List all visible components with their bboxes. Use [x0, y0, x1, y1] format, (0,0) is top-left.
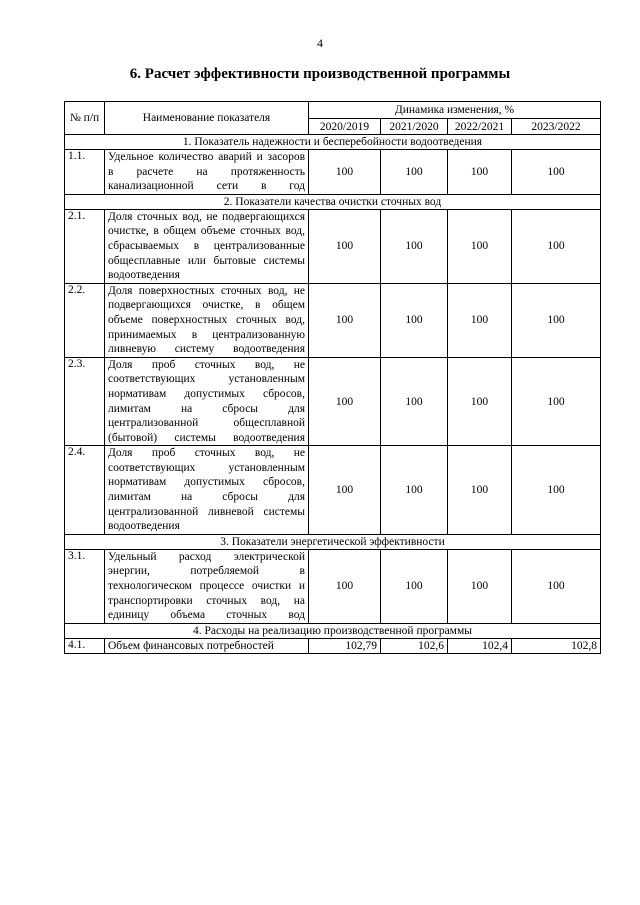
indicator-value: 100 — [512, 150, 601, 195]
indicator-value: 100 — [381, 283, 448, 357]
header-year: 2021/2020 — [381, 119, 448, 135]
efficiency-table — [64, 101, 601, 654]
indicator-value: 102,6 — [381, 638, 448, 654]
indicator-value: 100 — [309, 549, 381, 623]
indicator-value: 100 — [512, 446, 601, 535]
table-body — [65, 135, 601, 654]
indicator-value: 100 — [448, 446, 512, 535]
indicator-value: 100 — [309, 357, 381, 446]
row-number: 3.1. — [65, 549, 105, 623]
section-title: 3. Показатели энергетической эффективности — [65, 534, 601, 549]
header-year: 2023/2022 — [512, 119, 601, 135]
row-number: 4.1. — [65, 638, 105, 654]
indicator-value: 100 — [381, 446, 448, 535]
indicator-name: Доля поверхностных сточных вод, не подвергающихся очистке, в общем объеме поверхностных сточных вод, принимаемых в централизованную ливневую систему водоотведения — [105, 283, 309, 357]
page-number: 4 — [317, 36, 323, 50]
header-dynamics: Динамика изменения, % — [309, 102, 601, 119]
header-num: № п/п — [65, 102, 105, 135]
header-year: 2022/2021 — [448, 119, 512, 135]
indicator-value: 102,8 — [512, 638, 601, 654]
section-title: 1. Показатель надежности и бесперебойности водоотведения — [65, 135, 601, 150]
table-row — [65, 549, 601, 623]
indicator-value: 100 — [512, 209, 601, 283]
indicator-value: 100 — [309, 150, 381, 195]
indicator-value: 100 — [448, 209, 512, 283]
indicator-name: Доля проб сточных вод, не соответствующих установленным нормативам допустимых сбросов, лимитам на сбросы для централизованной ливневой системы водоотведения — [105, 446, 309, 535]
indicator-name: Объем финансовых потребностей — [105, 638, 309, 654]
indicator-value: 100 — [381, 549, 448, 623]
indicator-value: 100 — [448, 549, 512, 623]
section-row — [65, 135, 601, 150]
header-name: Наименование показателя — [105, 102, 309, 135]
indicator-name: Удельный расход электрической энергии, потребляемой в технологическом процессе очистки и транспортировки сточных вод, на единицу объема сточных вод — [105, 549, 309, 623]
indicator-value: 100 — [309, 209, 381, 283]
row-number: 2.4. — [65, 446, 105, 535]
indicator-value: 100 — [381, 150, 448, 195]
table-row — [65, 150, 601, 195]
indicator-name: Удельное количество аварий и засоров в расчете на протяженность канализационной сети в год — [105, 150, 309, 195]
row-number: 2.2. — [65, 283, 105, 357]
table-row — [65, 283, 601, 357]
table-row — [65, 357, 601, 446]
header-year: 2020/2019 — [309, 119, 381, 135]
section-title: 2. Показатели качества очистки сточных вод — [65, 194, 601, 209]
row-number: 2.3. — [65, 357, 105, 446]
indicator-value: 100 — [309, 446, 381, 535]
indicator-value: 100 — [512, 357, 601, 446]
indicator-value: 102,79 — [309, 638, 381, 654]
table-row — [65, 209, 601, 283]
indicator-value: 100 — [381, 357, 448, 446]
table-row — [65, 446, 601, 535]
indicator-value: 100 — [448, 283, 512, 357]
indicator-value: 100 — [381, 209, 448, 283]
indicator-value: 100 — [448, 150, 512, 195]
indicator-value: 100 — [309, 283, 381, 357]
section-row — [65, 194, 601, 209]
indicator-value: 100 — [512, 549, 601, 623]
section-row — [65, 534, 601, 549]
table-row — [65, 638, 601, 654]
indicator-value: 100 — [448, 357, 512, 446]
indicator-name: Доля сточных вод, не подвергающихся очистке, в общем объеме сточных вод, сбрасываемых в централизованные общесплавные или бытовые системы водоотведения — [105, 209, 309, 283]
section-title: 4. Расходы на реализацию производственной программы — [65, 623, 601, 638]
section-row — [65, 623, 601, 638]
page-title: 6. Расчет эффективности производственной программы — [129, 66, 511, 82]
indicator-value: 100 — [512, 283, 601, 357]
indicator-name: Доля проб сточных вод, не соответствующих установленным нормативам допустимых сбросов, лимитам на сбросы для централизованной общесплавной (бытовой) системы водоотведения — [105, 357, 309, 446]
indicator-value: 102,4 — [448, 638, 512, 654]
row-number: 2.1. — [65, 209, 105, 283]
row-number: 1.1. — [65, 150, 105, 195]
